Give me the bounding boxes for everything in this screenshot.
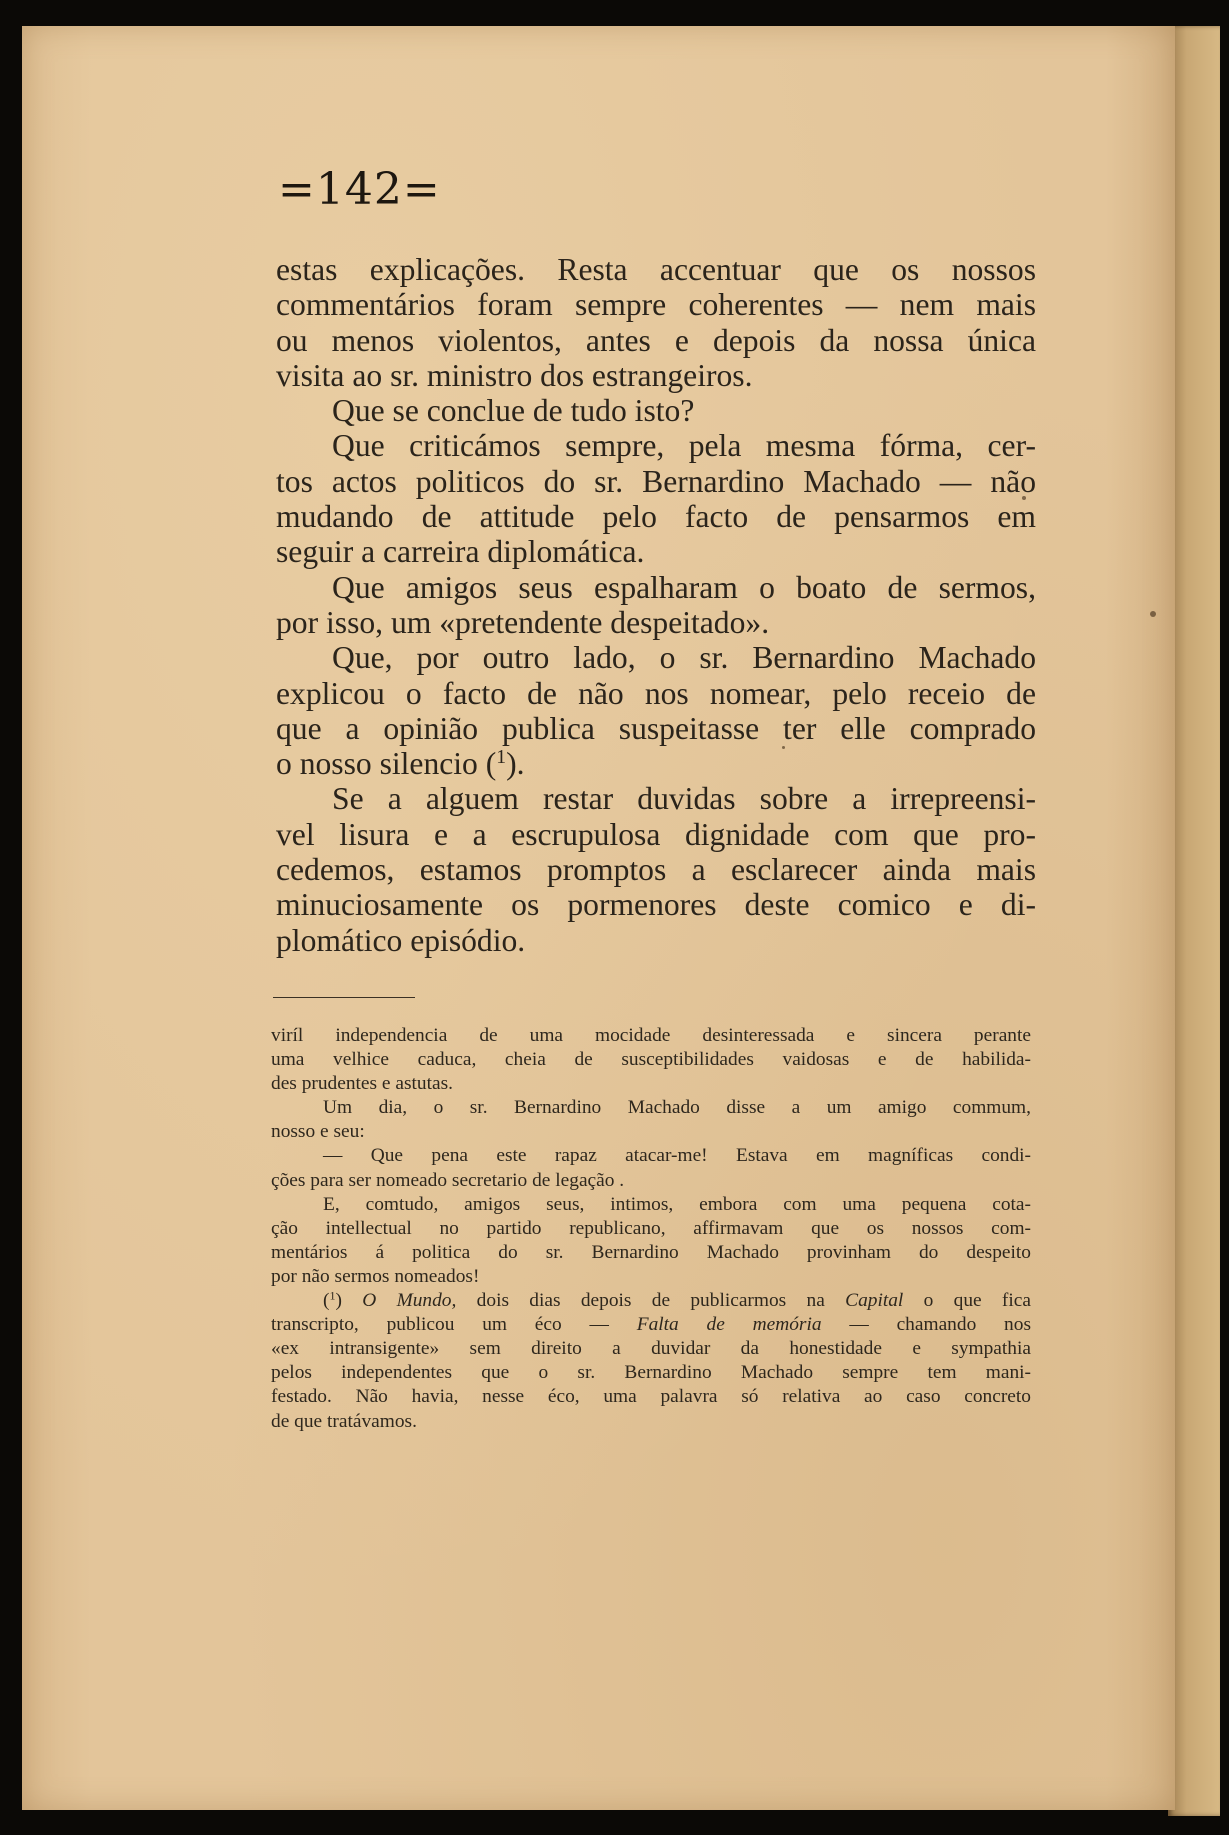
footnote-text: (: [323, 1290, 330, 1312]
body-line-text: o nosso silencio (: [276, 746, 497, 782]
body-line: cedemos, estamos promptos a esclarecer ainda mais: [276, 852, 1036, 888]
body-line-text: ).: [506, 746, 525, 782]
body-line: mudando de attitude pelo facto de pensarmos em: [276, 499, 1036, 535]
footnote-line: E, comtudo, amigos seus, intimos, embora com uma pequena cota-: [323, 1193, 1031, 1215]
article-title: Falta de memória: [636, 1314, 822, 1336]
footnote-text: dois dias depois de publicarmos na: [476, 1290, 825, 1312]
body-line: por isso, um «pretendente despeitado».: [276, 604, 770, 640]
adjacent-page-edge: [1168, 26, 1220, 1816]
footnote-1-line: festado. Não havia, nesse éco, uma palavra só relativa ao caso concreto: [271, 1386, 1031, 1408]
body-line: estas explicações. Resta accentuar que os nossos: [276, 252, 1036, 287]
footnote-1-line: «ex intransigente» sem direito a duvidar da honestidade e sympathia: [271, 1338, 1031, 1360]
body-line: Que criticámos sempre, pela mesma fórma, cer-: [332, 428, 1036, 464]
body-line: ou menos violentos, antes e depois da nossa única: [276, 322, 1036, 358]
page-number: =142=: [278, 164, 441, 215]
footnote-line: ção intellectual no partido republicano, affirmavam que os nossos com-: [271, 1217, 1031, 1239]
footnote-line: uma velhice caduca, cheia de susceptibilidades vaidosas e de habilida-: [271, 1049, 1031, 1071]
body-text: [276, 252, 1036, 958]
footnote-line: viríl independencia de uma mocidade desinteressada e sincera perante: [271, 1025, 1031, 1046]
footnote-ref-marker[interactable]: 1: [496, 747, 507, 769]
footnotes: [271, 1024, 1031, 1434]
body-line: que a opinião publica suspeitasse ter elle comprado: [276, 710, 1036, 746]
body-line: explicou o facto de não nos nomear, pelo receio de: [276, 675, 1036, 711]
footnote-text: ): [335, 1290, 342, 1312]
body-line: plomático episódio.: [276, 922, 526, 958]
newspaper-title: O Mundo,: [362, 1290, 457, 1312]
footnote-line: mentários á politica do sr. Bernardino Machado provinham do despeito: [271, 1241, 1031, 1263]
footnote-marker: 1: [329, 1288, 336, 1303]
body-line: minuciosamente os pormenores deste comico e di-: [276, 887, 1036, 923]
body-line: visita ao sr. ministro dos estrangeiros.: [276, 357, 753, 393]
body-line: Que se conclue de tudo isto?: [332, 393, 695, 429]
footnote-text: — chamando nos: [849, 1314, 1031, 1336]
footnote-1-line: de que tratávamos.: [271, 1410, 417, 1432]
footnote-line: — Que pena este rapaz atacar-me! Estava em magníficas condi-: [323, 1145, 1031, 1167]
newspaper-title: Capital: [845, 1290, 904, 1312]
body-line: Que amigos seus espalharam o boato de sermos,: [332, 569, 1036, 605]
body-line: tos actos politicos do sr. Bernardino Machado — não: [276, 463, 1036, 499]
footnote-line: por não sermos nomeados!: [271, 1265, 480, 1287]
footnote-line: nosso e seu:: [271, 1121, 365, 1143]
footnote-text: o que fica: [923, 1290, 1031, 1312]
body-line: Que, por outro lado, o sr. Bernardino Machado: [332, 640, 1036, 676]
footnote-line: Um dia, o sr. Bernardino Machado disse a um amigo commum,: [323, 1097, 1031, 1119]
body-line: Se a alguem restar duvidas sobre a irrepreensi-: [332, 781, 1036, 817]
footnote-1-line: pelos independentes que o sr. Bernardino Machado sempre tem mani-: [271, 1362, 1031, 1384]
body-line: vel lisura e a escrupulosa dignidade com que pro-: [276, 816, 1036, 852]
footnote-1-line: [271, 1313, 1031, 1337]
body-line: seguir a carreira diplomática.: [276, 534, 645, 570]
footnote-line: ções para ser nomeado secretario de legação .: [271, 1169, 625, 1191]
paper-speck: [1150, 611, 1156, 617]
body-line: commentários foram sempre coherentes — nem mais: [276, 287, 1036, 323]
footnote-1-line: [271, 1289, 1031, 1313]
body-line: [276, 746, 1036, 781]
footnote-separator: [273, 997, 415, 998]
footnote-line: des prudentes e astutas.: [271, 1073, 454, 1095]
footnote-text: transcripto, publicou um éco —: [271, 1314, 609, 1336]
